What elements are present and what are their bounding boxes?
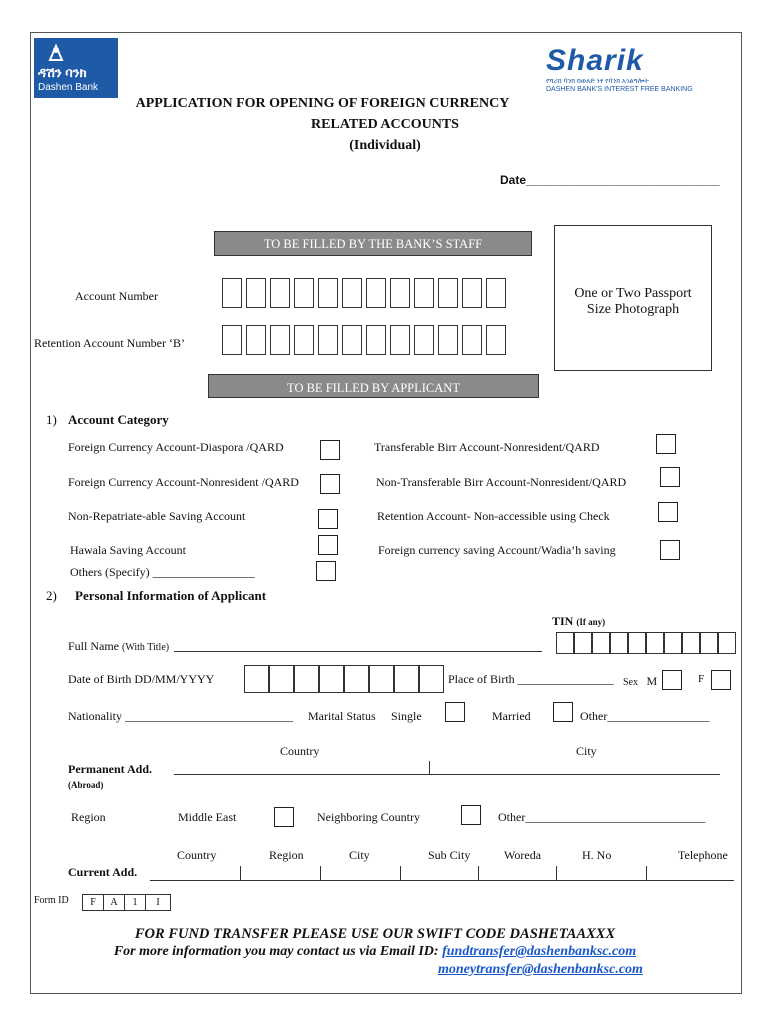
contact-line [0,944,750,960]
married-label: Married [492,709,531,723]
permanent-address-divider [429,761,430,774]
account-number-label: Account Number [75,289,158,303]
photo-box [554,225,712,371]
category-4-label: Non-Transferable Birr Account-Nonresident/QARD [376,475,627,489]
section1-number: 1) [46,412,57,427]
dashen-logo [34,38,118,98]
neighboring-checkbox[interactable] [461,805,481,825]
current-col-country: Country [177,848,217,862]
dashen-amharic: ዳሽን ባንክ [38,65,87,80]
section2-title: Personal Information of Applicant [75,588,267,603]
single-checkbox[interactable] [445,702,465,722]
title-line-1: APPLICATION FOR OPENING OF FOREIGN CURRENCY [135,96,510,111]
form-id-letter: 1 [125,895,146,910]
current-divider-5 [556,866,557,880]
sex-f-label: F [698,673,705,685]
full-name-label [68,639,169,654]
email-link-fundtransfer[interactable]: fundtransfer@dashenbanksc.com [442,944,637,959]
permanent-address-dot: . [149,762,152,776]
applicant-banner: TO BE FILLED BY APPLICANT [208,374,539,398]
sharik-wordmark: Sharik [546,44,644,77]
current-divider-3 [400,866,401,880]
sex-f-checkbox[interactable] [711,670,731,690]
category-9-checkbox[interactable] [316,561,336,581]
permanent-address-text: Permanent Add [68,762,149,776]
contact-text: For more information you may contact us via Email ID: [113,944,439,959]
dashen-emblem-icon [34,40,118,66]
current-divider-6 [646,866,647,880]
full-name-line[interactable] [174,651,542,652]
neighboring-label: Neighboring Country [317,810,420,824]
category-7-label: Hawala Saving Account [70,543,186,557]
section1-title: Account Category [68,412,169,427]
current-address-line[interactable] [150,880,734,881]
category-7-checkbox[interactable] [318,535,338,555]
other-marital-field[interactable]: Other_________________ [580,709,710,723]
sex-m-checkbox[interactable] [662,670,682,690]
permanent-address-line[interactable] [174,774,720,775]
current-col-woreda: Woreda [504,848,542,862]
tin-note: (If any) [576,617,606,627]
category-6-label: Retention Account- Non-accessible using Check [377,509,610,523]
abroad-label: (Abroad) [68,780,104,790]
full-name-note: (With Title) [122,642,170,653]
form-title [120,93,650,156]
category-1-label: Foreign Currency Account-Diaspora /QARD [68,440,284,454]
category-2-label: Transferable Birr Account-Nonresident/QARD [374,440,600,454]
current-divider-4 [478,866,479,880]
form-id-label: Form ID [34,895,69,906]
tin-text: TIN [552,614,574,628]
current-divider-2 [320,866,321,880]
sharik-tagline: DASHEN BANK'S INTEREST FREE BANKING [546,86,693,93]
retention-label: Retention Account Number ‘B’ [34,336,185,350]
category-5-checkbox[interactable] [318,509,338,529]
married-checkbox[interactable] [553,702,573,722]
email-link-moneytransfer-wrap [438,962,643,978]
category-8-label: Foreign currency saving Account/Wadia’h saving [378,543,616,557]
category-4-checkbox[interactable] [660,467,680,487]
account-number-grid[interactable] [222,278,510,308]
section2-number: 2) [46,588,57,603]
sex-m-label: M [646,674,658,688]
current-address-label: Current Add. [68,865,138,879]
email-link-moneytransfer[interactable]: moneytransfer@dashenbanksc.com [438,962,643,977]
nationality-field[interactable]: Nationality ____________________________ [68,709,293,723]
current-col-region: Region [269,848,304,862]
single-label: Single [391,709,422,723]
current-divider-1 [240,866,241,880]
photo-text-1: One or Two Passport [574,286,692,301]
category-5-label: Non-Repatriate-able Saving Account [68,509,246,523]
form-id-letter: I [156,897,160,908]
title-line-3: (Individual) [349,138,421,153]
sharik-amharic: የሻሪክ ባንክ ከወለድ ነፃ የባንክ አገልግሎት [546,78,649,85]
current-col-subcity: Sub City [428,848,471,862]
middle-east-label: Middle East [178,810,237,824]
form-id-letter: A [104,895,125,910]
sex-label: Sex [623,677,638,688]
dob-grid[interactable] [244,665,444,693]
other-region-field[interactable]: Other______________________________ [498,810,706,824]
category-8-checkbox[interactable] [660,540,680,560]
middle-east-checkbox[interactable] [274,807,294,827]
title-line-2: RELATED ACCOUNTS [311,117,459,132]
dob-label: Date of Birth DD/MM/YYYY [68,672,215,686]
permanent-country-label: Country [280,744,320,758]
date-field[interactable]: Date_____________________________ [500,173,720,187]
form-id-boxes [82,894,171,911]
swift-note: FOR FUND TRANSFER PLEASE USE OUR SWIFT CODE DASHETAAXXX [134,926,616,942]
category-3-label: Foreign Currency Account-Nonresident /QARD [68,475,299,489]
category-1-checkbox[interactable] [320,440,340,460]
dashen-label: Dashen Bank [38,82,99,93]
category-9-label[interactable]: Others (Specify) _________________ [70,565,255,579]
category-6-checkbox[interactable] [658,502,678,522]
retention-number-grid[interactable] [222,325,510,355]
photo-text-2: Size Photograph [586,302,680,317]
permanent-address-label [68,762,152,777]
region-label: Region [71,810,106,824]
form-id-letter: F [83,895,104,910]
current-col-hno: H. No [582,848,612,862]
sex-label-group [623,674,657,689]
permanent-city-label: City [576,744,597,758]
tin-label [552,614,605,629]
category-2-checkbox[interactable] [656,434,676,454]
staff-banner: TO BE FILLED BY THE BANK’S STAFF [214,231,532,256]
full-name-text: Full Name [68,639,119,653]
marital-status-label: Marital Status [308,709,376,723]
current-col-telephone: Telephone [678,848,728,862]
place-of-birth-field[interactable]: Place of Birth ________________ [448,672,614,686]
category-3-checkbox[interactable] [320,474,340,494]
current-col-city: City [349,848,370,862]
tin-grid[interactable] [556,632,736,654]
